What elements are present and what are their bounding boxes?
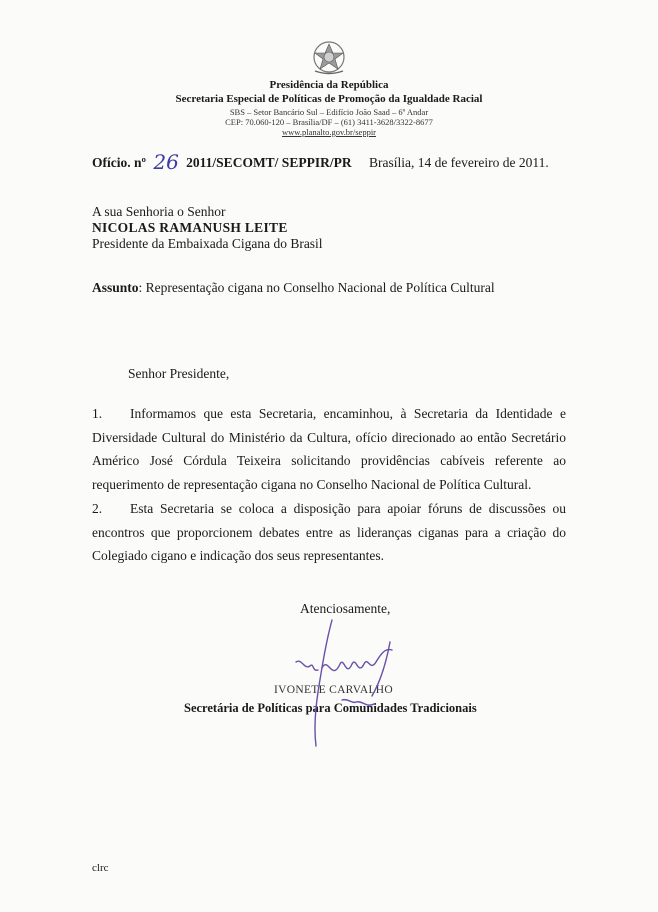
paragraph-2 [92, 497, 566, 568]
subject-label: Assunto [92, 280, 139, 295]
oficio-code: 2011/SECOMT/ SEPPIR/PR [186, 155, 352, 170]
paragraph-text: Informamos que esta Secretaria, encaminhou, à Secretaria da Identidade e Diversidade Cultural do Ministério da Cultura, ofício direcionado ao então Secretário Américo José Córdula Teixeira solicitando providências cabíveis referente ao requerimento de representação cigana no Conselho Nacional de Política Cultural. [92, 406, 566, 492]
paragraph-1 [92, 402, 566, 496]
header-address: SBS – Setor Bancário Sul – Edifício João Saad – 6º Andar [229, 107, 429, 117]
oficio-date: Brasília, 14 de fevereiro de 2011. [368, 155, 549, 170]
subject-text: : Representação cigana no Conselho Nacional de Política Cultural [138, 280, 495, 295]
paragraph-text: Esta Secretaria se coloca a disposição para apoiar fóruns de discussões ou encontros que proporcionem debates entre as lideranças ciganas para a criação do Colegiado cigano e indicação dos seus representantes. [92, 501, 566, 563]
header-secretariat: Secretaria Especial de Políticas de Promoção da Igualdade Racial [175, 93, 483, 105]
recipient-name: NICOLAS RAMANUSH LEITE [92, 220, 288, 235]
header-contact: CEP: 70.060-120 – Brasília/DF – (61) 3411-3628/3322-8677 [225, 117, 433, 127]
header-website[interactable]: www.planalto.gov.br/seppir [281, 127, 377, 137]
oficio-prefix: Ofício. nº [92, 155, 146, 170]
paragraph-number: 2. [92, 501, 103, 516]
paragraph-number: 1. [92, 406, 103, 421]
recipient-position: Presidente da Embaixada Cigana do Brasil [92, 236, 323, 251]
closing: Atenciosamente, [300, 601, 391, 616]
recipient-salutation: A sua Senhoria o Senhor [92, 204, 226, 219]
recipient-block [92, 204, 323, 252]
header-presidency: Presidência da República [269, 79, 389, 91]
handwritten-signature [282, 612, 412, 752]
signatory-name: IVONETE CARVALHO [274, 684, 393, 696]
typist-initials: clrc [92, 862, 109, 874]
oficio-number: 26 [153, 150, 179, 174]
signatory-title: Secretária de Políticas para Comunidades Tradicionais [184, 701, 477, 715]
subject-line [92, 280, 495, 296]
coat-of-arms-icon [309, 38, 349, 78]
greeting: Senhor Presidente, [128, 366, 230, 381]
oficio-line [92, 148, 549, 172]
